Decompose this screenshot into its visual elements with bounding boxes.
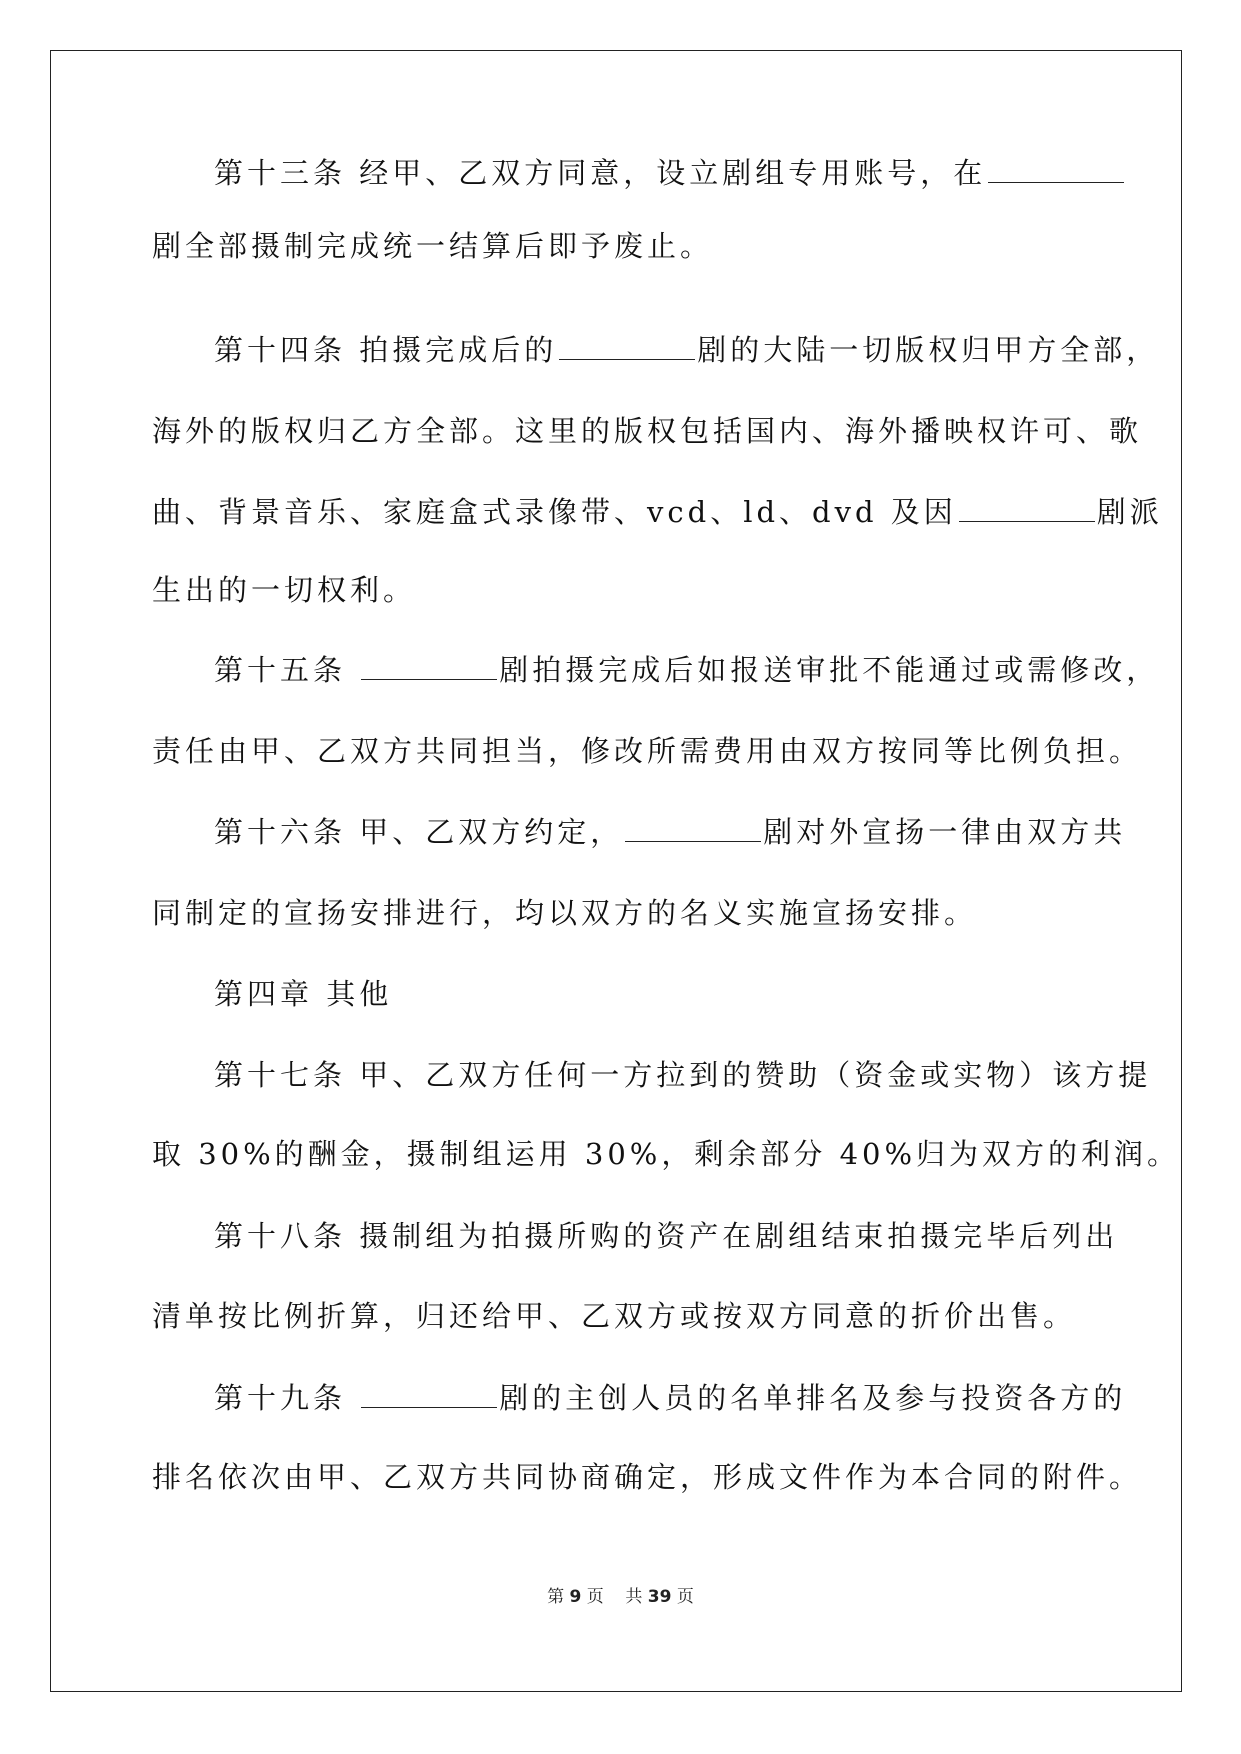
line-text: 剧对外宣扬一律由双方共 <box>763 815 1127 849</box>
total-suffix: 页 <box>676 1587 694 1607</box>
paragraph-line <box>214 330 1159 370</box>
paragraph-line <box>214 1216 1118 1256</box>
page-border <box>50 50 1182 1692</box>
page-prefix: 第 <box>547 1587 565 1607</box>
paragraph-line <box>152 731 1142 771</box>
line-text: 同制定的宣扬安排进行，均以双方的名义实施宣扬安排。 <box>152 896 978 930</box>
line-text: 第十八条 摄制组为拍摄所购的资产在剧组结束拍摄完毕后列出 <box>214 1219 1119 1253</box>
line-text: 生出的一切权利。 <box>152 573 417 607</box>
paragraph-line <box>214 1378 1126 1418</box>
line-text: 第十九条 <box>214 1381 360 1415</box>
page-number: 9 <box>569 1587 582 1607</box>
paragraph-line <box>214 650 1159 690</box>
line-text: 取 30%的酬金，摄制组运用 30%，剩余部分 40%归为双方的利润。 <box>152 1137 1181 1171</box>
line-text: 第四章 其他 <box>214 977 393 1011</box>
line-text: 剧的主创人员的名单排名及参与投资各方的 <box>499 1381 1127 1415</box>
fill-in-blank <box>361 1381 497 1408</box>
fill-in-blank <box>361 653 497 680</box>
paragraph-line <box>152 1134 1180 1174</box>
fill-in-blank <box>559 333 695 360</box>
line-text: 海外的版权归乙方全部。这里的版权包括国内、海外播映权许可、歌 <box>152 414 1143 448</box>
line-text: 剧派 <box>1096 495 1163 529</box>
fill-in-blank <box>959 495 1095 522</box>
line-text: 剧全部摄制完成统一结算后即予废止。 <box>152 229 714 263</box>
fill-in-blank <box>625 815 761 842</box>
chapter-heading <box>214 974 392 1014</box>
line-text: 曲、背景音乐、家庭盒式录像带、vcd、ld、dvd 及因 <box>152 495 957 529</box>
line-text: 清单按比例折算，归还给甲、乙双方或按双方同意的折价出售。 <box>152 1299 1077 1333</box>
paragraph-line <box>214 812 1126 852</box>
paragraph-line <box>214 1055 1151 1095</box>
paragraph-line <box>152 1457 1142 1497</box>
line-text: 第十三条 经甲、乙双方同意，设立剧组专用账号，在 <box>214 156 987 190</box>
paragraph-line <box>152 411 1142 451</box>
line-text: 第十四条 拍摄完成后的 <box>214 333 558 367</box>
line-text: 剧的大陆一切版权归甲方全部， <box>697 333 1160 367</box>
line-text: 排名依次由甲、乙双方共同协商确定，形成文件作为本合同的附件。 <box>152 1460 1143 1494</box>
paragraph-line <box>152 570 416 610</box>
page-suffix: 页 <box>586 1587 604 1607</box>
line-text: 第十五条 <box>214 653 360 687</box>
paragraph-line <box>152 492 1163 532</box>
line-text: 第十七条 甲、乙双方任何一方拉到的赞助（资金或实物）该方提 <box>214 1058 1152 1092</box>
paragraph-line <box>152 893 977 933</box>
paragraph-line <box>214 153 1126 193</box>
total-prefix: 共 <box>625 1587 643 1607</box>
line-text: 剧拍摄完成后如报送审批不能通过或需修改， <box>499 653 1160 687</box>
paragraph-line <box>152 226 713 266</box>
line-text: 责任由甲、乙双方共同担当，修改所需费用由双方按同等比例负担。 <box>152 734 1143 768</box>
fill-in-blank <box>988 156 1124 183</box>
page-footer <box>0 1582 1241 1607</box>
paragraph-line <box>152 1296 1076 1336</box>
total-pages: 39 <box>647 1587 672 1607</box>
line-text: 第十六条 甲、乙双方约定， <box>214 815 624 849</box>
